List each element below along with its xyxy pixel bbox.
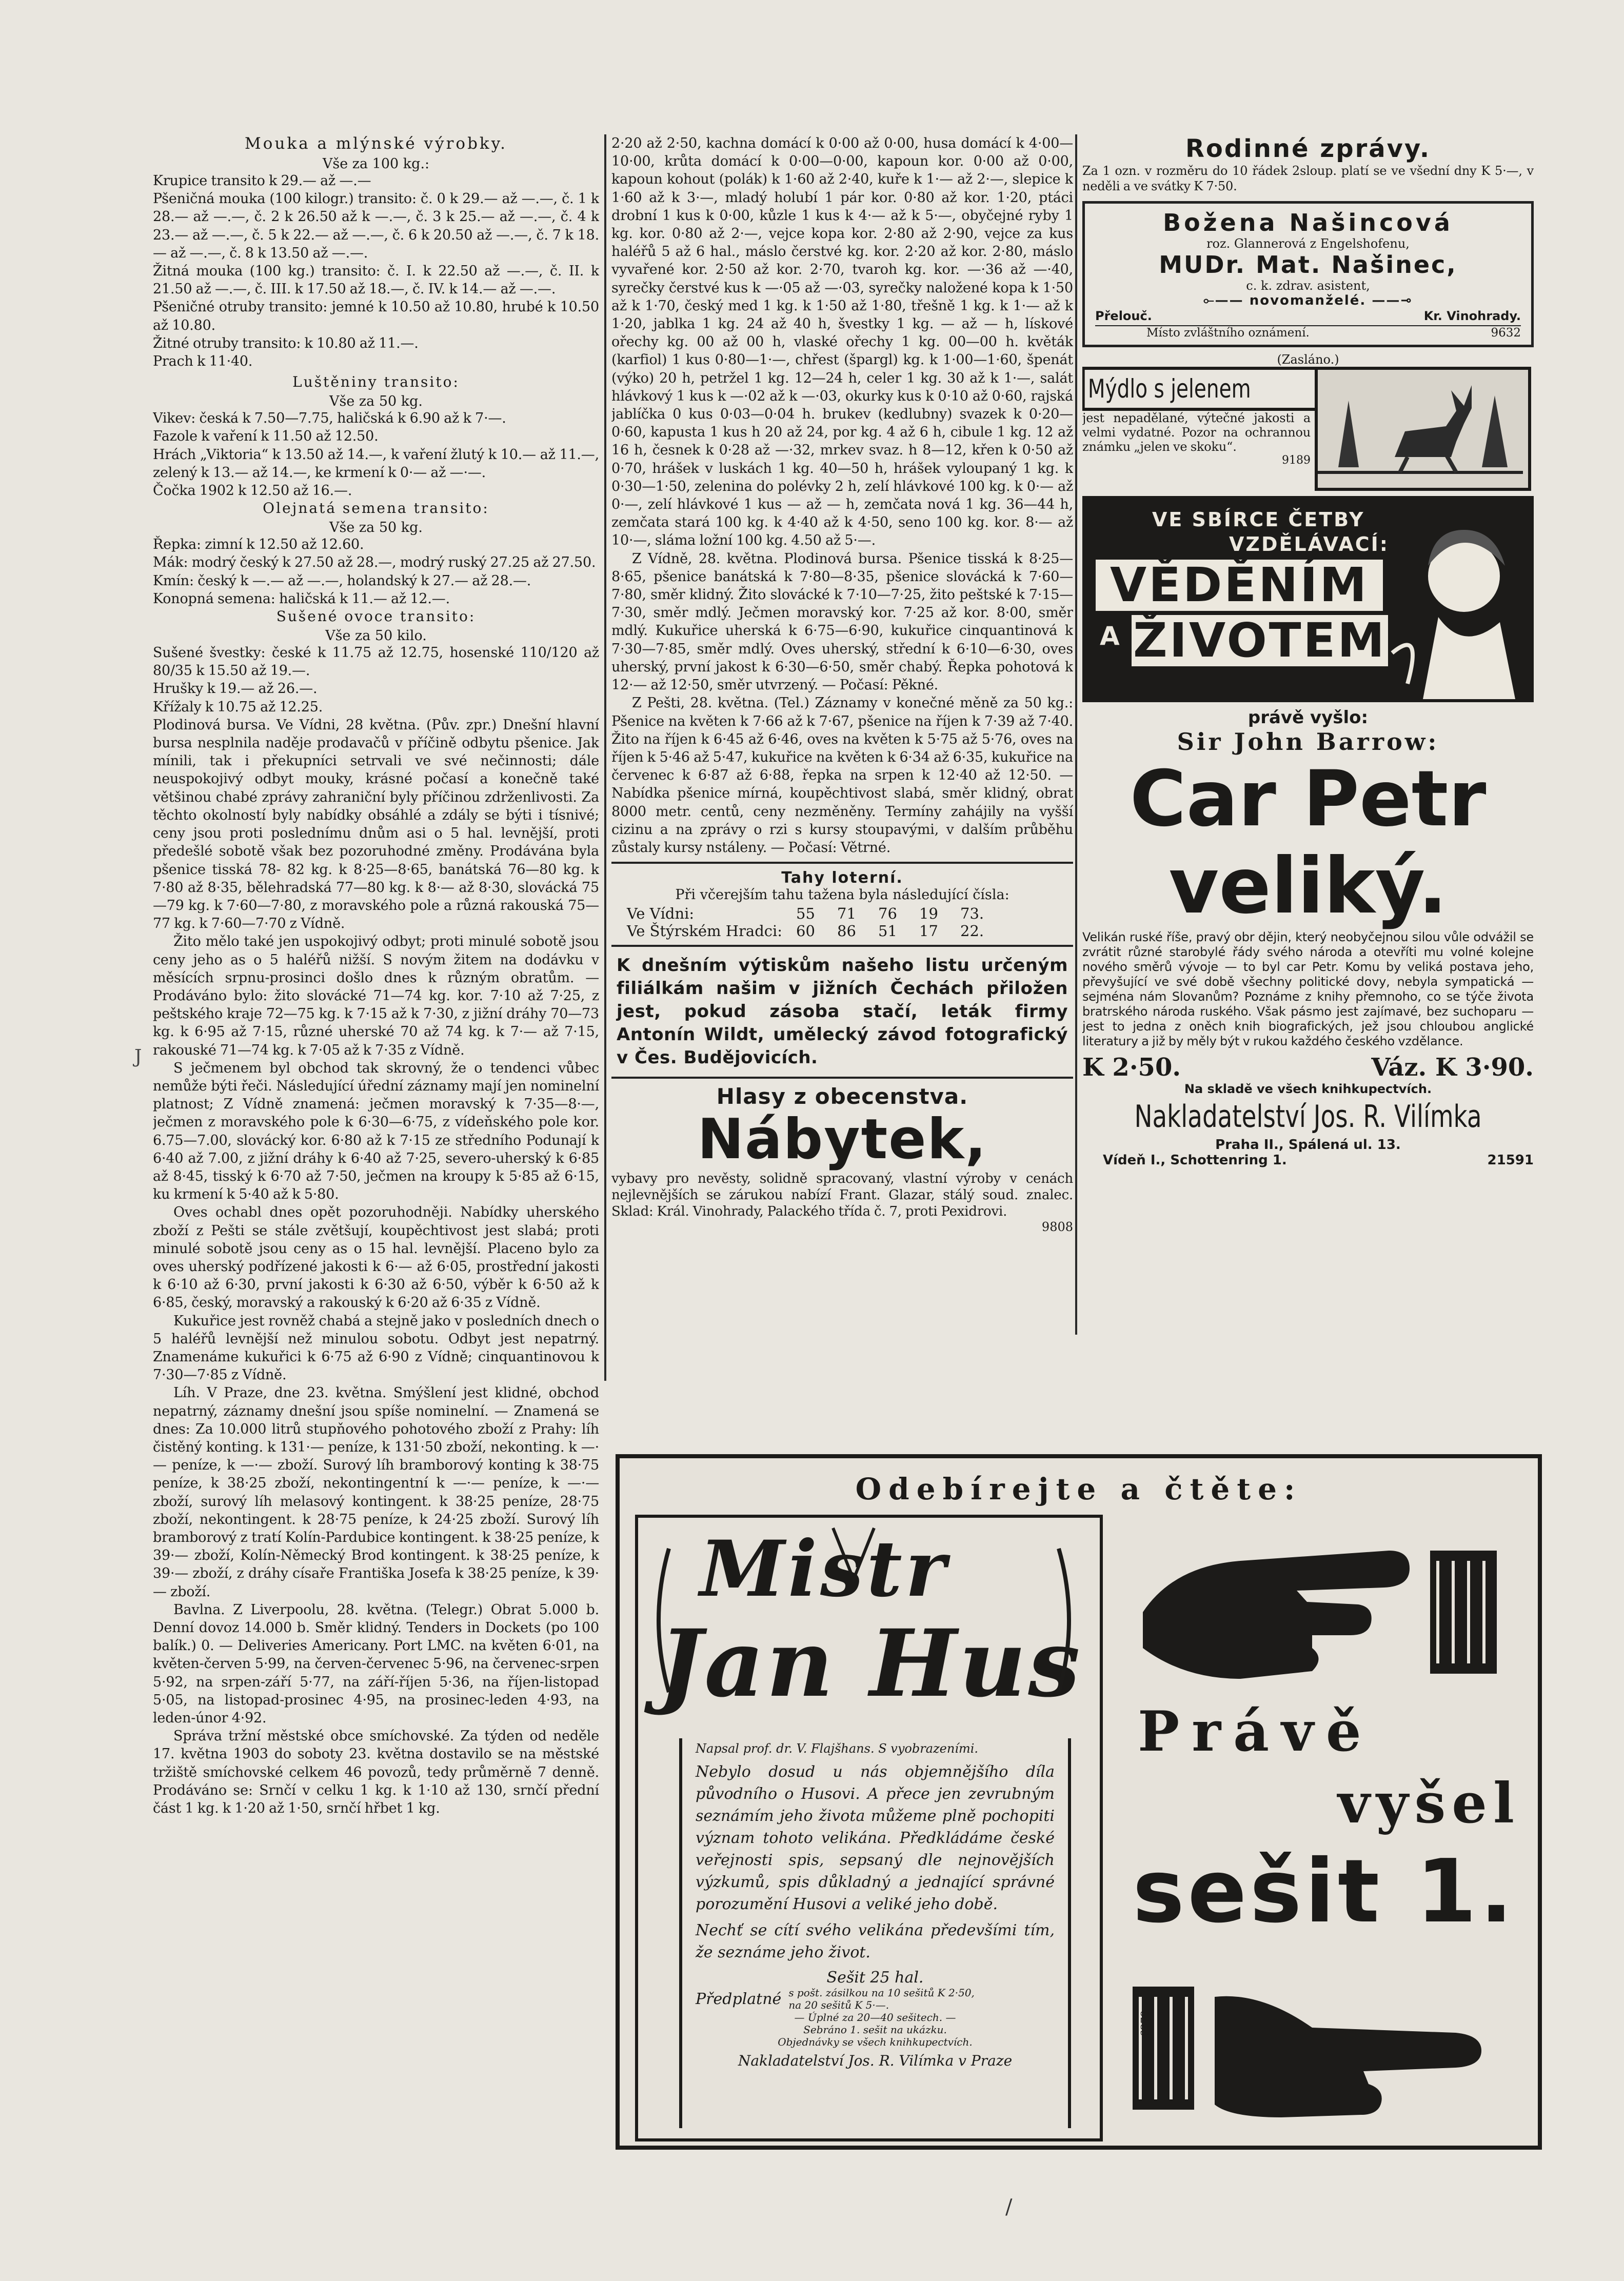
bride-birth: roz. Glannerová z Engelshofenu, (1206, 236, 1410, 251)
section-title-lusteniny: Luštěniny transito: (292, 373, 460, 391)
column-market-reports (153, 134, 599, 2227)
soap-title: Mýdlo s jelenem (1082, 367, 1318, 411)
section-sub-olejnata: Vše za 50 kg. (329, 520, 423, 536)
lottery-row (611, 922, 1073, 940)
market-line: Žitná mouka (100 kg.) transito: č. I. k 22.50 až —.—, č. II. k 21.50 až —.—, č. III. k 17.50 až 18.—, č. IV. k 14.— až —.—. (153, 263, 599, 297)
wedding-announcement (1082, 201, 1534, 347)
lottery-number: 86 (837, 922, 856, 940)
hus-right-line1: Právě (1138, 1699, 1374, 1764)
book-publisher: Nakladatelství Jos. R. Vilímka (1134, 1099, 1482, 1135)
branch-notice: K dnešním výtiskům našeho listu určeným filiálkám našim v jižních Čechách přiložen jest, pokud zásoba stačí, leták firmy Antonín Wildt, umělecký závod fotografický v Čes. Budějovicích. (617, 955, 1068, 1068)
family-title: Rodinné zprávy. (1185, 134, 1431, 163)
margin-mark: J (134, 1046, 142, 1067)
hus-sub-2: na 20 sešitů K 5·—. (788, 1999, 889, 2011)
hus-note3: Objednávky se všech knihkupectvích. (778, 2036, 973, 2048)
column-announcements (1082, 134, 1534, 1314)
book-prices (1082, 1053, 1534, 1082)
series-title-word2: A (1100, 621, 1120, 651)
publisher-address-2: Vídeň I., Schottenring 1. (1103, 1153, 1287, 1168)
couple-status (1095, 293, 1521, 309)
woman-portrait-icon (1377, 499, 1531, 699)
just-out-label: právě vyšlo: (1247, 707, 1369, 728)
market-line: Hrušky k 19.— až 26.—. (153, 681, 318, 697)
lottery-number: 60 (796, 922, 815, 940)
column-rule-right (1075, 134, 1077, 1335)
hus-note2: Sebráno 1. sešit na ukázku. (803, 2024, 947, 2036)
market-line: Pšeničné otruby transito: jemné k 10.50 až 10.80, hrubé k 10.50 až 10.80. (153, 299, 599, 333)
hus-sub-1: s pošt. zásilkou na 10 sešitů K 2·50, (788, 1987, 975, 1999)
hus-subscription-terms (788, 1987, 975, 2011)
lottery-number: 51 (878, 922, 897, 940)
family-rates: Za 1 ozn. v rozměru do 10 řádek 2sloup. platí se ve všední dny K 5·—, v neděli a ve svátky K 7·50. (1082, 164, 1534, 193)
market-line: Vikev: česká k 7.50—7.75, haličská k 6.90 až k 7·—. (153, 410, 506, 427)
lottery-number: 71 (837, 905, 856, 923)
book-description: Velikán ruské říše, pravý obr dějin, který neobyčejnou silou vůle odvážil se zvrátit různé starobylé řády svého národa a otevříti mu volné kolejne nového směrů vývoje — to byl car Petr. Komu by veliká postava jeho, převyšující ve své době všechny politické dovy, nebyla sympatická — sejména nám Slovanům? Poznáme z knihy přemnoho, co se týče života bratrského národa ruského. Však pásmo jest zajímavé, bez suchoparu — jest to jedna z oněch knih biografických, jež jsou chloubou anglické literatury a již by měly být v rukou každého českého vzdělance. (1082, 930, 1534, 1048)
section-divider (611, 945, 1073, 947)
lottery-row (611, 905, 1073, 922)
flourish-right-icon: ——⊸ (1372, 293, 1413, 308)
market-title: Mouka a mlýnské výrobky. (245, 134, 507, 153)
hus-subscription (696, 1987, 1055, 2011)
hus-title-line1: Mistr (700, 1524, 949, 1614)
deer-svg-icon (1318, 370, 1523, 483)
hus-right-line2: vyšel (1338, 1771, 1521, 1836)
article-paragraph: Plodinová bursa. Ve Vídni, 28 května. (Pův. zpr.) Dnešní hlavní bursa nesplnila naděje prodavačů v příčině odbytu pšenice. Jak mínili, tak i překupníci setrvali ve své nečinnosti; dále neuspokojivý odbyt mouky, krásné počasí a konečně také většinou chabé zprávy zahraniční byly příčinou zdrženlivosti. Za těchto okolností byly nabídky obsáhlé a zdály se býti i tísnivé; ceny jsou proti poslednímu dnům asi o 5 hal. levnější, proti předešlé sobotě však bez pozoruhodné změny. Prodávána byla pšenice tisská 78- 82 kg. k 8·25—8·65, banátská 76—80 kg. k 7·80 až 8·35, bělehradská 77—80 kg. k 8·— až 8·30, slovácká 75—79 kg. k 7·60—7·80, z moravského pole a různá rakouská 75—77 kg. k 7·60—7·70 z Vídně. (153, 717, 599, 932)
article-paragraph: Líh. V Praze, dne 23. května. Smýšlení jest klidné, obchod nepatrný, záznamy dnešní jsou spíše nominelní. — Znamená se dnes: Za 10.000 litrů stupňového pohotového zboží z Prahy: líh čistěný konting. k 131·— peníze, k 131·50 zboží, nekonting. k —·— peníze, k —·— zboží. Surový líh bramborový konting k 38·75 peníze, k 38·25 zboží, nekontingentní k —·— peníze, k —·— zboží, surový líh melasový kontingent. k 38·25 peníze, 28·75 zboží, nekontingent. k 28·75 peníze, k 24·25 zboží. Surový líh bramborový z tratí Kolín-Pardubice kontingent. k 38·25 peníze, k 39·— zboží, Kolín-Německý Brod kontingent. k 38·25 peníze, k 39·— zboží, z dráhy císaře Františka Josefa k 38·25 peníze, k 39·— zboží. (153, 1385, 599, 1600)
hus-subscription-label: Předplatné (696, 1990, 782, 2008)
publisher-address-row (1082, 1153, 1534, 1168)
lottery-place: Ve Štýrském Hradci: (627, 922, 783, 940)
lottery-intro: Při včerejším tahu tažena byla následující čísla: (675, 887, 1009, 903)
market-line: Pšeničná mouka (100 kilogr.) transito: č. 0 k 29.— až —.—, č. 1 k 28.— až —.—, č. 2 k 26.50 až k —.—, č. 3 k 25.— až —.—, č. 4 k 23.— až —.—, č. 5 k 22.— až —.—, č. 6 k 20.50 až —.—, č. 7 k 18.— až —.—, č. 8 k 13.50 až —.—. (153, 191, 599, 261)
hus-text-panel (679, 1738, 1071, 2128)
market-line: Mák: modrý český k 27.50 až 28.—, modrý ruský 27.25 až 27.50. (153, 554, 596, 571)
section-title-susene: Sušené ovoce transito: (276, 608, 476, 625)
column-market-continued (611, 134, 1073, 1376)
book-code: 21591 (1487, 1153, 1534, 1168)
hus-text: Nebylo dosud u nás objemnějšího díla původního o Husovi. A přece jen zevrubným seznámím jeho života můžeme plně pochopiti význam tohoto velikána. Předkládáme české veřejnosti spis, sepsaný dle nejnovějších výzkumů, spis důkladný a jednající správné porozumění Husovi a veliké jeho době. (696, 1763, 1055, 1913)
hus-headline: Odebírejte a čtěte: (855, 1472, 1302, 1506)
wedding-footer (1095, 325, 1521, 340)
market-line: Křížaly k 10.75 až 12.25. (153, 699, 323, 715)
hus-byline: Napsal prof. dr. V. Flajšhans. S vyobrazeními. (696, 1741, 979, 1756)
market-line: Čočka 1902 k 12.50 až 16.—. (153, 483, 352, 499)
book-series-banner (1082, 496, 1534, 702)
market-line: Řepka: zimní k 12.50 až 12.60. (153, 537, 364, 553)
wedding-footer-text: Místo zvláštního oznámení. (1146, 326, 1310, 340)
series-line2: VZDĚLÁVACÍ: (1229, 533, 1389, 556)
furniture-code: 9808 (1041, 1220, 1073, 1235)
pointing-hand-top-icon (1143, 1530, 1502, 1699)
place-right: Kr. Vinohrady. (1423, 309, 1521, 323)
market-line: Krupice transito k 29.— až —.— (153, 173, 371, 189)
market-line: Kmín: český k —.— až —.—, holandský k 27.— až 28.—. (153, 572, 531, 589)
section-divider (611, 1077, 1073, 1079)
hlasy-title: Hlasy z obecenstva. (716, 1084, 968, 1109)
column-rule-left (604, 134, 606, 1381)
market-line: Prach k 11·40. (153, 353, 253, 370)
hus-book-cover (635, 1515, 1103, 2141)
soap-code: 9189 (1282, 454, 1311, 467)
market-line: Konopná semena: haličská k 11.— až 12.—. (153, 590, 450, 607)
section-title-olejnata: Olejnatá semena transito: (263, 500, 489, 517)
hus-appeal: Nechť se cítí svého velikána předevšími tím, že seznáme jeho život. (696, 1921, 1055, 1961)
lottery-number: 17 (919, 922, 938, 940)
market-line: Žitné otruby transito: k 10.80 až 11.—. (153, 335, 419, 351)
market-line: Fazole k vaření k 11.50 až 12.50. (153, 428, 379, 445)
places-row (1095, 309, 1521, 323)
book-title-line2: veliký. (1169, 842, 1448, 931)
hus-ad (616, 1454, 1542, 2150)
article-paragraph: Správa tržní městské obce smíchovské. Za týden od neděle 17. května 1903 do soboty 23. května dostavilo se na městské tržiště smíchovské celkem 46 povozů, tedy průměrně 7 denně. Prodáváno se: Srnčí v celku 1 kg. k 1·10 až 130, srnčí přední část 1 kg. k 1·20 až 1·50, srnčí hřbet 1 kg. (153, 1728, 599, 1817)
market-line: Sušené švestky: české k 11.75 až 12.75, hosenské 110/120 až 80/35 k 15.50 až 19.—. (153, 645, 599, 679)
furniture-text: vybavy pro nevěsty, solidně spracovaný, vlastní výroby v cenách nejlevnějších se zárukou nabízí Frant. Glazar, stálý soud. znalec. Sklad: Král. Vinohrady, Palackého třída č. 7, proti Pexidrovi. (611, 1171, 1073, 1220)
lottery-number: 19 (919, 905, 938, 923)
zaslano-label: (Zasláno.) (1277, 352, 1339, 367)
hus-title-line2: Jan Hus (659, 1610, 1082, 1718)
lottery-number: 22. (960, 922, 984, 940)
hus-side-code: 6378 (1138, 2010, 1151, 2037)
section-sub-susene: Vše za 50 kilo. (325, 628, 427, 644)
pointing-hand-bottom-icon (1127, 1966, 1507, 2130)
soap-text: jest nepadělané, výtečné jakosti a velmi vydatné. Pozor na ochrannou známku „jelen ve skoku“. (1082, 411, 1311, 454)
section-sub-lusteniny: Vše za 50 kg. (329, 393, 423, 410)
deer-illustration-icon (1315, 367, 1531, 491)
groom-name: MUDr. Mat. Našinec, (1159, 251, 1457, 279)
section-divider (611, 862, 1073, 864)
series-line1: VE SBÍRCE ČETBY (1152, 508, 1365, 531)
article-paragraph: 2·20 až 2·50, kachna domácí k 0·00 až 0·00, husa domácí k 4·00—10·00, krůta domácí k 0·00—0·00, kapoun kor. 0·00 až 0·00, kapoun kohout (polák) k 1·60 až 2·40, kuře k 1·— až 2·—, slepice k 1·60 až k 3·—, mladý holubí 1 pár kor. 0·80 až kor. 1·20, ptáci drobní 1 kus k 0·00, kůzle 1 kus k 4·— až k 5·—, obyčejné ryby 1 kg. kor. 0·80 až 2·—, vejce kopa kor. 2·80 až 2·90, vejce za kus haléřů 5 až 6 hal., máslo čerstvé kg. kor. 2·20 až kor. 2·80, máslo vyvařené kor. 2·50 až kor. 2·70, tvaroh kg. kor. —·36 až —·40, syrečky čerstvé kus k —·05 až —·03, syrečky naložené kopa k 1·50 až k 1·70, český med 1 kg. k 1·50 až 1·80, třešně 1 kg. k 1·— až k 1·20, jablka 1 kg. 24 až 40 h, švestky 1 kg. — až — h, lískové ořechy kg. 00 až 00 h, vlaské ořechy 1 kg. 00—00 h. květák (karfiol) 1 kus 0·80—1·—, chřest (špargl) kg. k 1·00—1·60, špenát (výko) 20 h, petržel 1 kg. 12—24 h, celer 1 kg. 30 až k 1·—, salát hlávkový 1 kus k —·02 až k —·03, okurky kus k 0·10 až 0·60, rajská jablíčka 0 kus 0·03—0·04 h. brukev (kedlubny) svazek k 0·20—0·60, kapusta 1 kus h 20 až 24, por kg. 4 až 6 h, cibule 1 kg. 12 až 16 h, česnek k 0·28 až —·32, mrkev svaz. h 8—12, křen k 0·50 až 0·70, hrášek v luskách 1 kg. 40—50 h, hrášek vyloupaný 1 kg. k 0·30—1·50, zelenina do polévky 2 h, zelí hlávkové 100 kg. k 0·— až 0·—, zelí hlávkové 1 kus — až — h, zemčata nová 1 kg. 36—44 h, zemčata stará 100 kg. k 4·40 až k 4·50, seno 100 kg. kor. 8·— až 10·—, sláma ložní 100 kg. 4.50 až 5·—. (611, 135, 1073, 549)
lottery-number: 55 (796, 905, 815, 923)
soap-ad (1082, 367, 1534, 491)
hus-price: Sešit 25 hal. (826, 1969, 924, 1987)
series-title-word3: ŽIVOTEM (1132, 615, 1388, 666)
publisher-address-1: Praha II., Spálená ul. 13. (1215, 1137, 1401, 1153)
hus-right-line3: sešit 1. (1133, 1841, 1516, 1942)
book-title-line1: Car Petr (1130, 755, 1487, 844)
flourish-left-icon: ⟜—— (1203, 293, 1244, 308)
article-paragraph: Kukuřice jest rovněž chabá a stejně jako v posledních dnech o 5 haléřů levnější než minulou sobotu. Odbyt jest nepatrný. Znamenáme kukuřici k 6·75 až 6·90 z Vídně; cinquantinovou k 7·30—7·85 z Vídně. (153, 1313, 599, 1383)
lottery-place: Ve Vídni: (627, 905, 695, 923)
hus-publisher: Nakladatelství Jos. R. Vilímka v Praze (738, 2052, 1013, 2069)
groom-title: c. k. zdrav. asistent, (1246, 279, 1370, 293)
lottery-number: 73. (960, 905, 984, 923)
wedding-code: 9632 (1491, 326, 1521, 340)
series-title-word1: VĚDĚNÍM (1096, 560, 1383, 611)
market-subtitle: Vše za 100 kg.: (322, 156, 430, 172)
lottery-number: 76 (878, 905, 897, 923)
article-paragraph: Oves ochabl dnes opět pozoruhodněji. Nabídky uherského zboží z Pešti se stále zvětšují, koupěchtivost jest slabá; proti minulé sobotě jsou ceny as o 15 hal. levnější. Placeno bylo za oves uherský podřízené jakosti k 6·— až 6·05, prostřední jakosti k 6·10 až 6·30, první jakosti k 6·30 až 6·50, výběr k 6·50 až k 6·85, český, moravský a rakouský k 6·20 až 6·35 z Vídně. (153, 1204, 599, 1311)
furniture-title: Nábytek, (697, 1107, 987, 1172)
bride-name: Božena Našincová (1163, 209, 1453, 236)
market-line: Hrách „Viktoria“ k 13.50 až 14.—, k vaření žlutý k 10.— až 11.—, zelený k 13.— až 14.—, ke krmení k 0·— až —·—. (153, 446, 599, 481)
lottery-title: Tahy loterní. (781, 869, 903, 887)
price-unbound: K 2·50. (1082, 1053, 1181, 1082)
article-paragraph: Z Pešti, 28. května. (Tel.) Záznamy v konečné měně za 50 kg.: Pšenice na květen k 7·66 až k 7·67, pšenice na říjen k 7·39 až 7·40. Žito na říjen k 6·45 až 6·46, oves na květen k 5·75 až 5·76, oves na říjen k 5·46 až 5·47, kukuřice na květen k 6·34 až 6·35, kukuřice na červenec k 6·87 až 6·88, řepka na srpen k 12·40 až 12·50. — Nabídka pšenice mírná, koupěchtivost slabá, směr klidný, obrat 8000 metr. centů, ceny nezměněny. Termíny zahájily na vyšší cizinu a na zprávy o rzi s kursy stoupavými, v dalším průběhu zůstaly kursy nstáleny. — Počasí: Větrné. (611, 695, 1073, 856)
book-stock: Na skladě ve všech knihkupectvích. (1184, 1082, 1432, 1096)
price-bound: Váz. K 3·90. (1371, 1053, 1534, 1082)
article-paragraph: Žito mělo také jen uspokojivý odbyt; proti minulé sobotě jsou ceny jeho as o 5 haléřů nižší. S novým žitem na dodávku v měsících srpnu-prosinci došlo dnes k různým obratům. — Prodáváno bylo: žito slovácké 71—74 kg. kor. 7·10 až 7·25, z peštského kraje 72—75 kg. k 7·15 až k 7·30, z jižní dráhy 70—73 kg. k 6·95 až 7·15, různé uherské 70 až 74 kg. k 7·— až 7·15, rakouské 71—74 kg. k 7·05 až k 7·35 z Vídně. (153, 934, 599, 1058)
article-paragraph: Bavlna. Z Liverpoolu, 28. května. (Telegr.) Obrat 5.000 b. Denní dovoz 14.000 b. Směr klidný. Tenders in Dockets (po 100 balík.) 0. — Deliveries Americany. Port LMC. na květen 6·01, na květen-červen 5·99, na červen-červenec 5·96, na červenec-srpen 5·92, na srpen-září 5·77, na září-říjen 5·36, na říjen-listopad 5·05, na listopad-prosinec 4·95, na prosinec-leden 4·93, na leden-únor 4·92. (153, 1601, 599, 1727)
hus-note: — Úplné za 20—40 sešitech. — (794, 2011, 956, 2024)
bottom-mark: / (1005, 2195, 1013, 2219)
article-paragraph: S ječmenem byl obchod tak skrovný, že o tendenci vůbec nemůže býti řeči. Následující úřední záznamy mají jen nominelní platnost; Z Vídně znamená: ječmen moravský k 7·35—8·—, ječmen z moravského pole k 6·30—6·75, z vídeňského pole kor. 6.75—7.00, slovácký kor. 6·80 až k 7·15 ze středního Podunají k 6·40 až 7.00, z jižní dráhy k 6·40 až 7·25, severo-uherský k 6·85 až 8·45, tisský k 6·70 až 7·50, ječmen na kroupy k 5·85 až 6·15, ku krmení k 5·40 až k 5·80. (153, 1060, 599, 1203)
book-author: Sir John Barrow: (1177, 728, 1439, 756)
place-left: Přelouč. (1095, 309, 1152, 323)
article-paragraph: Z Vídně, 28. května. Plodinová bursa. Pšenice tisská k 8·25—8·65, pšenice banátská k 7·80—8·35, pšenice slovácká k 7·60—7·80, směr klidný. Žito slovácké k 7·10—7·25, žito peštské k 7·15—7·30, směr mdlý. Ječmen moravský kor. 7·25 až kor. 8·00, směr mdlý. Kukuřice uherská k 6·75—6·90, kukuřice cinquantinová k 7·30—7·85, směr mdlý. Oves uherský, střední k 6·10—6·30, oves uherský, první jakost k 6·30—6·50, směr chabý. Řepka pohotová k 12·— až 12·50, směr utvrzený. — Počasí: Pěkné. (611, 550, 1073, 693)
couple-status-text: novomanželé. (1249, 293, 1366, 308)
